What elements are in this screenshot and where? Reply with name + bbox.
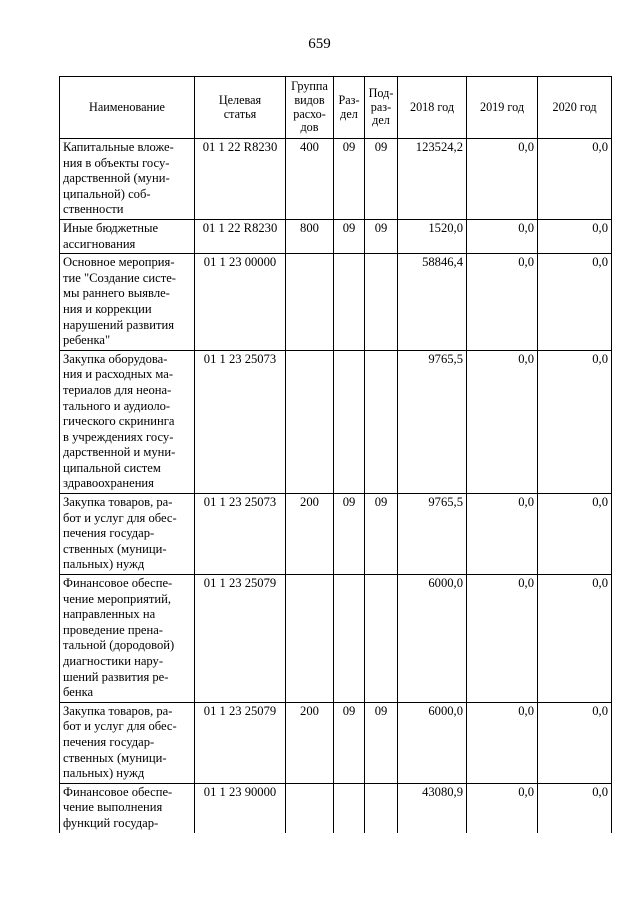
row-2018: 6000,0	[398, 702, 467, 783]
header-2018: 2018 год	[398, 77, 467, 139]
row-subsection	[365, 350, 398, 493]
row-name: Иные бюджетные ассигнования	[60, 219, 195, 253]
row-name: Капитальные вложе- ния в объекты госу- дарственной (муни- ципальной) соб- ственности	[60, 139, 195, 220]
row-section: 09	[334, 494, 365, 575]
row-name: Основное мероприя- тие "Создание систе- мы раннего выявле- ния и коррекции нарушений развития ребенка"	[60, 254, 195, 351]
row-2018: 58846,4	[398, 254, 467, 351]
row-section	[334, 254, 365, 351]
table-row	[60, 350, 612, 493]
row-2020: 0,0	[538, 139, 612, 220]
row-name: Финансовое обеспе- чение мероприятий, направленных на проведение прена- тальной (дородовой) диагностики нару- шений развития ре- бенка	[60, 575, 195, 703]
table-row	[60, 575, 612, 703]
table-row	[60, 494, 612, 575]
header-name: Наименование	[60, 77, 195, 139]
header-2020: 2020 год	[538, 77, 612, 139]
header-section: Раз- дел	[334, 77, 365, 139]
row-section	[334, 783, 365, 832]
header-article: Целевая статья	[195, 77, 286, 139]
row-2020: 0,0	[538, 350, 612, 493]
row-subsection	[365, 254, 398, 351]
header-subsection: Под- раз- дел	[365, 77, 398, 139]
row-2020: 0,0	[538, 219, 612, 253]
row-subsection	[365, 783, 398, 832]
row-article: 01 1 23 25073	[195, 350, 286, 493]
row-group: 200	[286, 702, 334, 783]
row-2018: 123524,2	[398, 139, 467, 220]
row-article: 01 1 23 25079	[195, 575, 286, 703]
row-name: Финансовое обеспе- чение выполнения функций государ-	[60, 783, 195, 832]
table-row	[60, 783, 612, 832]
row-2019: 0,0	[467, 254, 538, 351]
row-section	[334, 575, 365, 703]
row-2018: 1520,0	[398, 219, 467, 253]
table-header-row	[60, 77, 612, 139]
row-group	[286, 254, 334, 351]
row-2019: 0,0	[467, 494, 538, 575]
row-subsection: 09	[365, 139, 398, 220]
row-group	[286, 783, 334, 832]
row-2019: 0,0	[467, 575, 538, 703]
header-2019: 2019 год	[467, 77, 538, 139]
row-2019: 0,0	[467, 702, 538, 783]
row-2020: 0,0	[538, 494, 612, 575]
row-article: 01 1 22 R8230	[195, 139, 286, 220]
row-subsection	[365, 575, 398, 703]
row-subsection: 09	[365, 702, 398, 783]
row-group: 200	[286, 494, 334, 575]
row-section: 09	[334, 219, 365, 253]
row-section: 09	[334, 139, 365, 220]
row-article: 01 1 23 90000	[195, 783, 286, 832]
row-group	[286, 575, 334, 703]
row-2019: 0,0	[467, 783, 538, 832]
row-2020: 0,0	[538, 254, 612, 351]
header-expense-group: Группа видов расхо- дов	[286, 77, 334, 139]
row-2018: 9765,5	[398, 350, 467, 493]
row-name: Закупка оборудова- ния и расходных ма- териалов для неона- тального и аудиоло- гического скрининга в учреждениях госу- дарственной и муни- ципальной систем здравоохранения	[60, 350, 195, 493]
row-2020: 0,0	[538, 575, 612, 703]
row-article: 01 1 23 25079	[195, 702, 286, 783]
table-row	[60, 139, 612, 220]
budget-table	[59, 76, 612, 833]
row-subsection: 09	[365, 494, 398, 575]
row-2020: 0,0	[538, 783, 612, 832]
row-section	[334, 350, 365, 493]
page-number: 659	[308, 36, 331, 52]
row-2018: 6000,0	[398, 575, 467, 703]
row-2018: 9765,5	[398, 494, 467, 575]
row-2018: 43080,9	[398, 783, 467, 832]
row-article: 01 1 23 25073	[195, 494, 286, 575]
row-group: 800	[286, 219, 334, 253]
table-row	[60, 702, 612, 783]
row-2020: 0,0	[538, 702, 612, 783]
row-group: 400	[286, 139, 334, 220]
table-row	[60, 219, 612, 253]
row-section: 09	[334, 702, 365, 783]
row-subsection: 09	[365, 219, 398, 253]
row-2019: 0,0	[467, 139, 538, 220]
row-group	[286, 350, 334, 493]
row-article: 01 1 22 R8230	[195, 219, 286, 253]
row-2019: 0,0	[467, 219, 538, 253]
row-name: Закупка товаров, ра- бот и услуг для обес- печения государ- ственных (муници- пальных) нужд	[60, 494, 195, 575]
row-name: Закупка товаров, ра- бот и услуг для обес- печения государ- ственных (муници- пальных) нужд	[60, 702, 195, 783]
row-2019: 0,0	[467, 350, 538, 493]
row-article: 01 1 23 00000	[195, 254, 286, 351]
table-row	[60, 254, 612, 351]
